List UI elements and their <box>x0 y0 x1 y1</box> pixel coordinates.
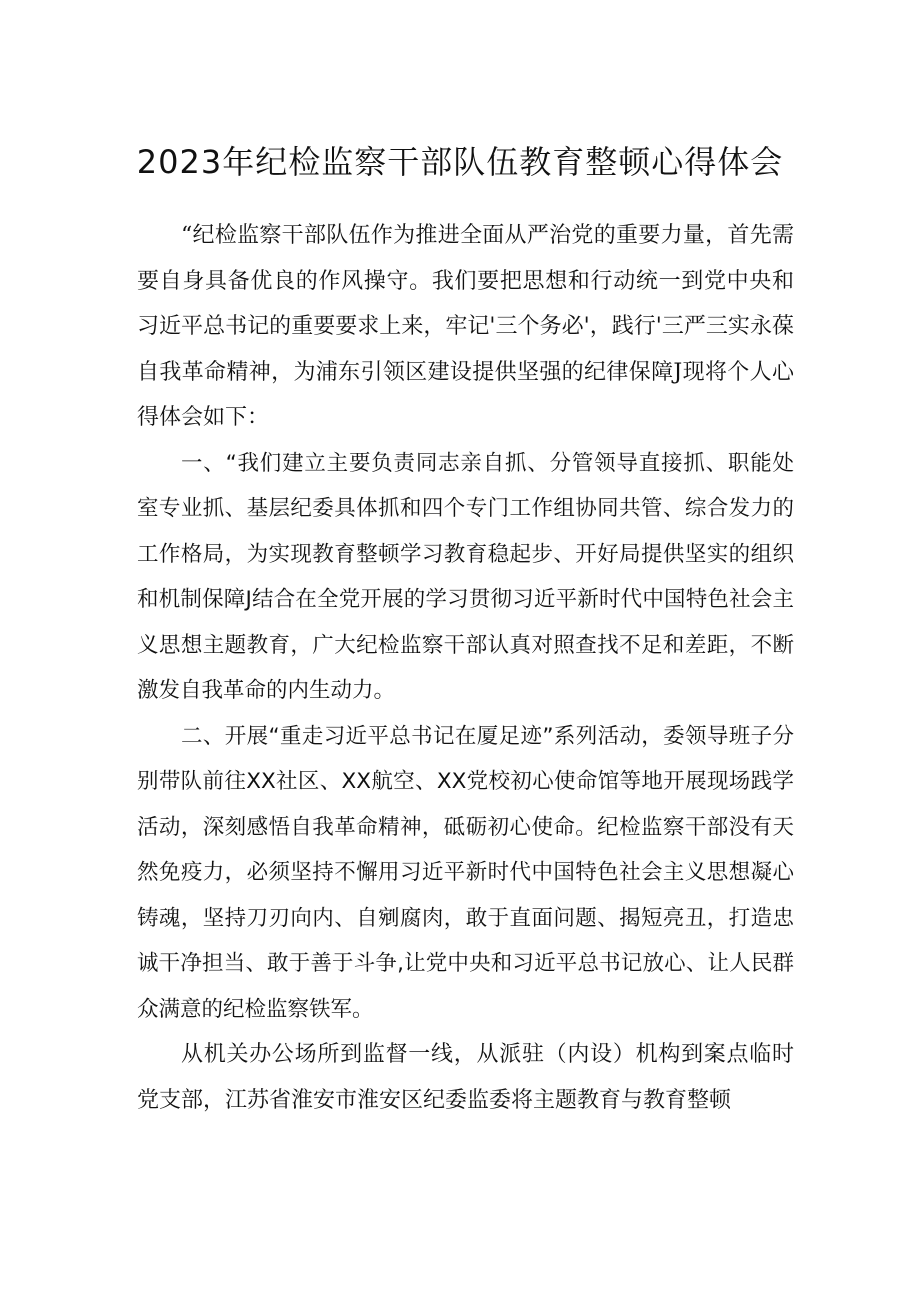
paragraph-closing: 从机关办公场所到监督一线，从派驻（内设）机构到案点临时党支部，江苏省淮安市淮安区纪委监委将主题教育与教育整顿 <box>137 1042 794 1113</box>
paragraph-intro: “纪检监察干部队伍作为推进全面从严治党的重要力量，首先需要自身具备优良的作风操守。我们要把思想和行动统一到党中央和习近平总书记的重要要求上来，牢记'三个务必'，践行'三严三实永葆自我革命精神，为浦东引领区建设提供坚强的纪律保障J现将个人心得体会如下： <box>137 223 794 430</box>
paragraph-section-two: 二、开展“重走习近平总书记在厦足迹”系列活动，委领导班子分别带队前往XX社区、XX航空、XX党校初心使命馆等地开展现场践学活动，深刻感悟自我革命精神，砥砺初心使命。纪检监察干部没有天然免疫力，必须坚持不懈用习近平新时代中国特色社会主义思想凝心铸魂，坚持刀刃向内、自剜腐肉，敢于直面问题、揭短亮丑，打造忠诚干净担当、敢于善于斗争,让党中央和习近平总书记放心、让人民群众满意的纪检监察铁军。 <box>137 723 794 1022</box>
document-title: 2023年纪检监察干部队伍教育整顿心得体会 <box>136 143 784 181</box>
document-body <box>137 213 794 1123</box>
paragraph-section-one: 一、“我们建立主要负责同志亲自抓、分管领导直接抓、职能处室专业抓、基层纪委具体抓和四个专门工作组协同共管、综合发力的工作格局，为实现教育整顿学习教育稳起步、开好局提供坚实的组织和机制保障J结合在全党开展的学习贯彻习近平新时代中国特色社会主义思想主题教育，广大纪检监察干部认真对照查找不足和差距，不断激发自我革命的内生动力。 <box>137 450 794 703</box>
